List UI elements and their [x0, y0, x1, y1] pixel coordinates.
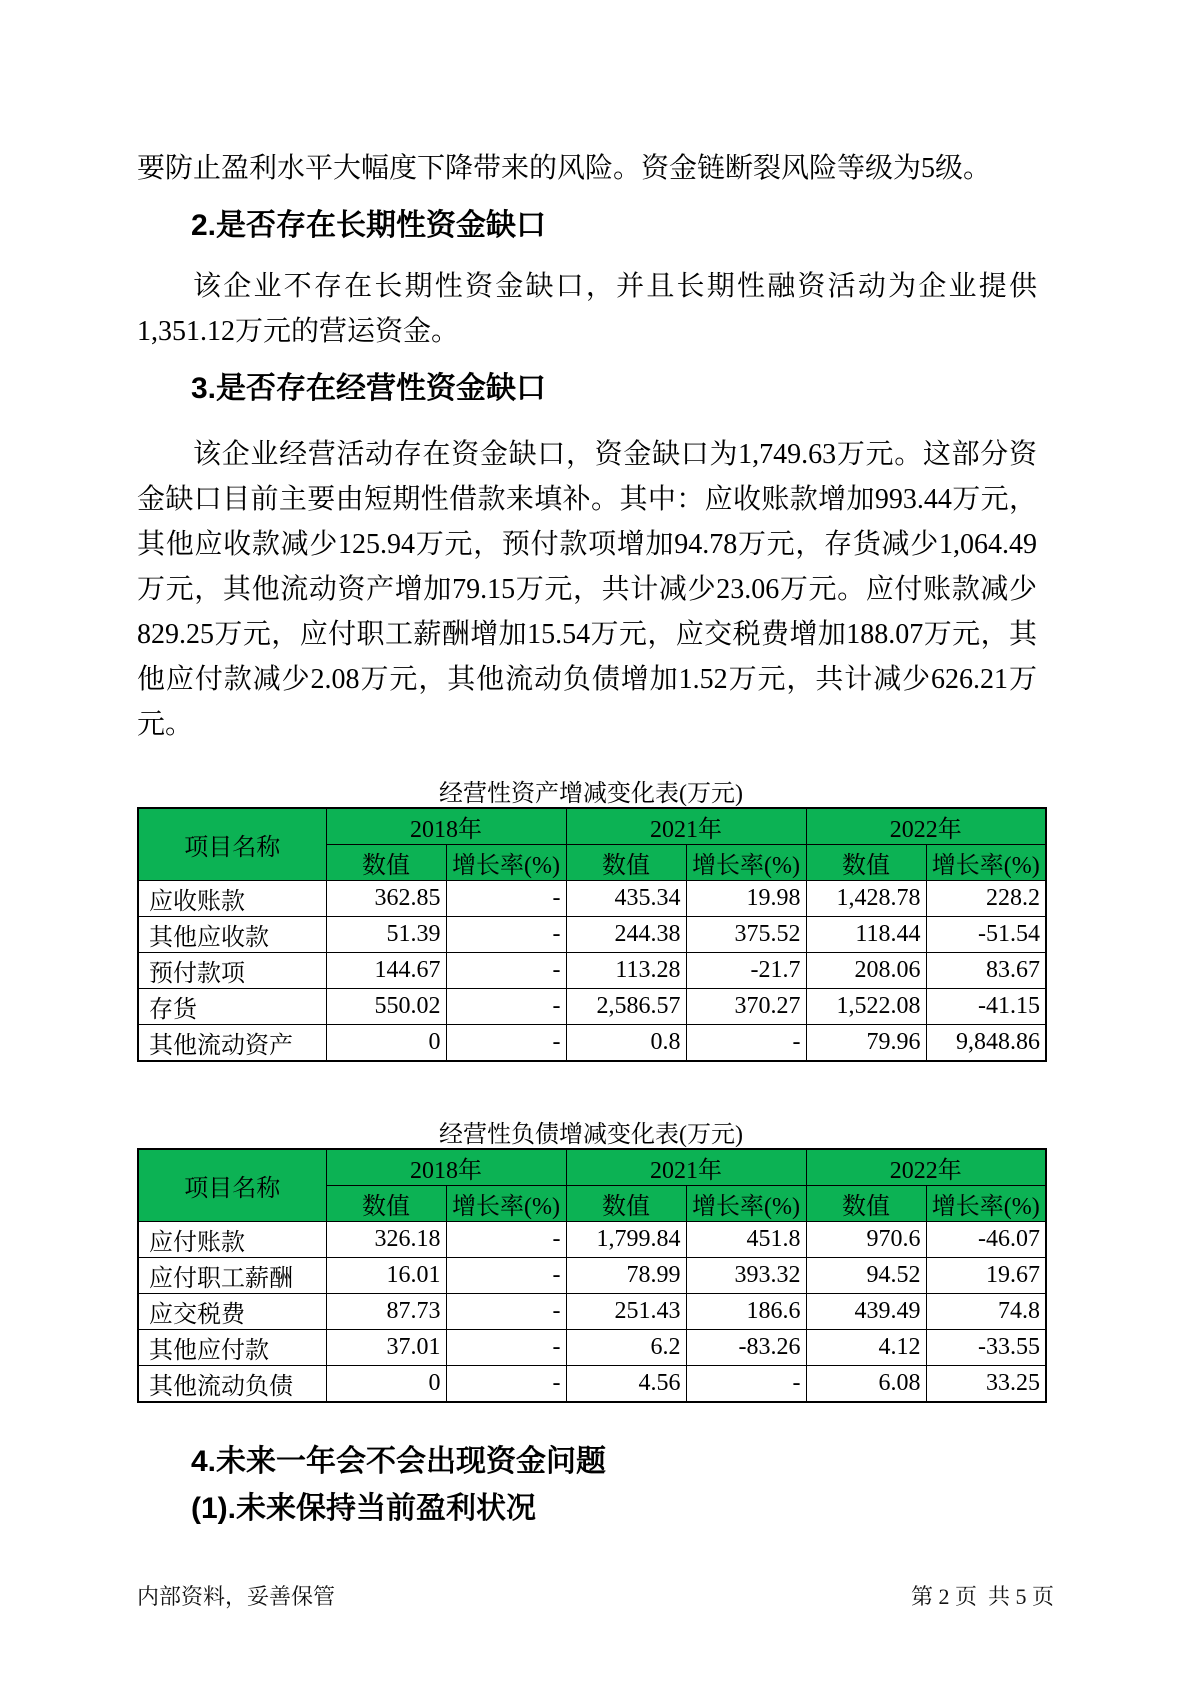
assets-subheader-value: 数值	[566, 845, 686, 881]
assets-subheader-growth: 增长率(%)	[446, 845, 566, 881]
row-label: 应付账款	[138, 1222, 326, 1258]
liabilities-subheader-growth: 增长率(%)	[446, 1186, 566, 1222]
intro-paragraph: 要防止盈利水平大幅度下降带来的风险。资金链断裂风险等级为5级。	[137, 153, 992, 184]
assets-subheader-value: 数值	[326, 845, 446, 881]
cell-value: -83.26	[686, 1330, 806, 1366]
table-row	[138, 1366, 1046, 1403]
cell-value: 362.85	[326, 881, 446, 917]
cell-value: 87.73	[326, 1294, 446, 1330]
cell-value: 4.56	[566, 1366, 686, 1403]
row-label: 应付职工薪酬	[138, 1258, 326, 1294]
cell-value: 33.25	[926, 1366, 1046, 1403]
cell-value: 6.08	[806, 1366, 926, 1403]
cell-value: 375.52	[686, 917, 806, 953]
footer-confidential-note: 内部资料，妥善保管	[137, 1584, 336, 1609]
cell-value: -41.15	[926, 989, 1046, 1025]
cell-value: -	[686, 1366, 806, 1403]
cell-value: -33.55	[926, 1330, 1046, 1366]
row-label: 应交税费	[138, 1294, 326, 1330]
assets-item-col-header: 项目名称	[138, 808, 326, 881]
cell-value: 393.32	[686, 1258, 806, 1294]
footer-page-number: 第 2 页 共 5 页	[910, 1584, 1054, 1609]
cell-value: 550.02	[326, 989, 446, 1025]
table-row	[138, 1222, 1046, 1258]
row-label: 预付款项	[138, 953, 326, 989]
assets-year-header-2021: 2021年	[566, 808, 806, 845]
cell-value: 9,848.86	[926, 1025, 1046, 1062]
cell-value: 51.39	[326, 917, 446, 953]
cell-value: 435.34	[566, 881, 686, 917]
row-label: 其他应付款	[138, 1330, 326, 1366]
table-row	[138, 989, 1046, 1025]
liabilities-table-title: 经营性负债增减变化表(万元)	[439, 1122, 743, 1148]
cell-value: 16.01	[326, 1258, 446, 1294]
cell-value: -	[446, 1222, 566, 1258]
assets-year-header-2018: 2018年	[326, 808, 566, 845]
row-label: 存货	[138, 989, 326, 1025]
liabilities-item-col-header: 项目名称	[138, 1149, 326, 1222]
section2-heading: 2.是否存在长期性资金缺口	[191, 209, 547, 242]
cell-value: -	[446, 1258, 566, 1294]
cell-value: 78.99	[566, 1258, 686, 1294]
cell-value: 37.01	[326, 1330, 446, 1366]
cell-value: -	[446, 917, 566, 953]
liabilities-change-table	[137, 1148, 1047, 1403]
assets-table-title: 经营性资产增减变化表(万元)	[439, 781, 743, 807]
liabilities-subheader-growth: 增长率(%)	[926, 1186, 1046, 1222]
cell-value: 370.27	[686, 989, 806, 1025]
liabilities-year-header-2021: 2021年	[566, 1149, 806, 1186]
section3-heading: 3.是否存在经营性资金缺口	[191, 372, 547, 405]
cell-value: 4.12	[806, 1330, 926, 1366]
cell-value: 19.67	[926, 1258, 1046, 1294]
section2-paragraph: 该企业不存在长期性资金缺口，并且长期性融资活动为企业提供1,351.12万元的营运资金。	[137, 271, 1037, 347]
cell-value: -	[446, 989, 566, 1025]
cell-value: 83.67	[926, 953, 1046, 989]
table-row	[138, 1330, 1046, 1366]
table-row	[138, 917, 1046, 953]
table-row	[138, 881, 1046, 917]
cell-value: 1,428.78	[806, 881, 926, 917]
table-row	[138, 953, 1046, 989]
cell-value: -51.54	[926, 917, 1046, 953]
liabilities-year-header-2018: 2018年	[326, 1149, 566, 1186]
cell-value: 970.6	[806, 1222, 926, 1258]
cell-value: 94.52	[806, 1258, 926, 1294]
cell-value: 113.28	[566, 953, 686, 989]
cell-value: -	[446, 1294, 566, 1330]
cell-value: 1,522.08	[806, 989, 926, 1025]
cell-value: 208.06	[806, 953, 926, 989]
row-label: 应收账款	[138, 881, 326, 917]
liabilities-subheader-value: 数值	[806, 1186, 926, 1222]
cell-value: -	[446, 1366, 566, 1403]
cell-value: -	[446, 1025, 566, 1062]
cell-value: -	[446, 953, 566, 989]
row-label: 其他应收款	[138, 917, 326, 953]
cell-value: -	[686, 1025, 806, 1062]
cell-value: 2,586.57	[566, 989, 686, 1025]
row-label: 其他流动负债	[138, 1366, 326, 1403]
cell-value: 326.18	[326, 1222, 446, 1258]
liabilities-subheader-value: 数值	[566, 1186, 686, 1222]
liabilities-subheader-value: 数值	[326, 1186, 446, 1222]
cell-value: 19.98	[686, 881, 806, 917]
cell-value: -46.07	[926, 1222, 1046, 1258]
cell-value: 186.6	[686, 1294, 806, 1330]
cell-value: -21.7	[686, 953, 806, 989]
cell-value: 439.49	[806, 1294, 926, 1330]
cell-value: 6.2	[566, 1330, 686, 1366]
cell-value: 1,799.84	[566, 1222, 686, 1258]
cell-value: 0.8	[566, 1025, 686, 1062]
table-row	[138, 1294, 1046, 1330]
cell-value: 228.2	[926, 881, 1046, 917]
section4-heading: 4.未来一年会不会出现资金问题	[191, 1445, 607, 1478]
cell-value: 118.44	[806, 917, 926, 953]
assets-year-header-2022: 2022年	[806, 808, 1046, 845]
cell-value: -	[446, 1330, 566, 1366]
cell-value: 244.38	[566, 917, 686, 953]
cell-value: 144.67	[326, 953, 446, 989]
section3-paragraph: 该企业经营活动存在资金缺口，资金缺口为1,749.63万元。这部分资金缺口目前主要由短期性借款来填补。其中：应收账款增加993.44万元，其他应收款减少125.94万元，预付款项增加94.78万元，存货减少1,064.49万元，其他流动资产增加79.15万元，共计减少23.06万元。应付账款减少829.25万元，应付职工薪酬增加15.54万元，应交税费增加188.07万元，其他应付款减少2.08万元，其他流动负债增加1.52万元，共计减少626.21万元。	[137, 439, 1037, 740]
cell-value: 451.8	[686, 1222, 806, 1258]
assets-subheader-value: 数值	[806, 845, 926, 881]
assets-subheader-growth: 增长率(%)	[686, 845, 806, 881]
page-footer	[137, 1580, 1054, 1611]
cell-value: 74.8	[926, 1294, 1046, 1330]
assets-change-table	[137, 807, 1047, 1062]
section4-sub1-heading: (1).未来保持当前盈利状况	[191, 1492, 536, 1525]
cell-value: 251.43	[566, 1294, 686, 1330]
cell-value: 0	[326, 1025, 446, 1062]
row-label: 其他流动资产	[138, 1025, 326, 1062]
liabilities-subheader-growth: 增长率(%)	[686, 1186, 806, 1222]
cell-value: 0	[326, 1366, 446, 1403]
table-row	[138, 1025, 1046, 1062]
table-row	[138, 1258, 1046, 1294]
cell-value: 79.96	[806, 1025, 926, 1062]
liabilities-year-header-2022: 2022年	[806, 1149, 1046, 1186]
cell-value: -	[446, 881, 566, 917]
assets-subheader-growth: 增长率(%)	[926, 845, 1046, 881]
